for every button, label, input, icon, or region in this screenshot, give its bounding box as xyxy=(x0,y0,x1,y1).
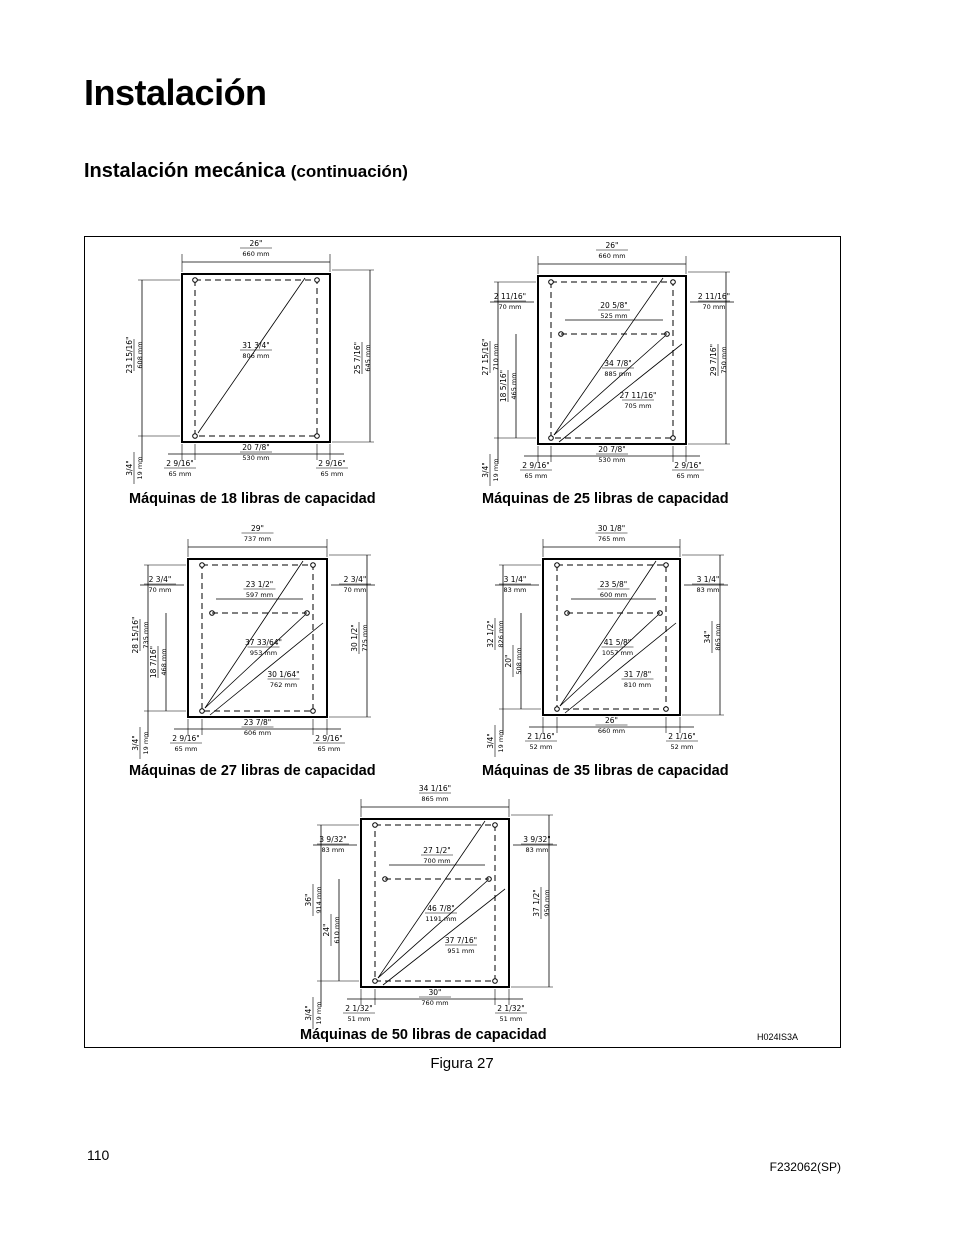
d27-hole-br xyxy=(311,709,316,714)
d25-bottom-left-mm: 65 mm xyxy=(524,472,548,480)
d50-bottom-left-in: 2 1/32" xyxy=(345,1004,373,1013)
d27-bottom-left-mm: 65 mm xyxy=(174,745,198,753)
d25-bottom-center-in: 20 7/8" xyxy=(598,445,626,454)
d25-top-right-mm: 70 mm xyxy=(702,303,726,311)
page-number: 110 xyxy=(87,1147,110,1163)
d25-bottom-center-mm: 530 mm xyxy=(598,456,626,464)
d50-hole-br xyxy=(493,979,498,984)
figure-caption: Figura 27 xyxy=(430,1055,494,1072)
d50-diagonal-outer-label-mm: 1191 mm xyxy=(425,915,457,923)
d35-bottom-offset-mm: 19 mm xyxy=(497,729,505,753)
d25-width-in: 26" xyxy=(605,241,619,250)
d25-inner-height-mm: 465 mm xyxy=(510,372,518,400)
figure-code: H024IS3A xyxy=(757,1032,799,1042)
d25-diagonal-inner-label-in: 27 11/16" xyxy=(619,391,657,400)
section-title xyxy=(84,160,408,183)
d18-diagonal-label-in: 31 3/4" xyxy=(242,341,270,350)
d35-right-height-in: 34" xyxy=(703,630,712,644)
d35-bottom-center-in: 26" xyxy=(605,716,618,725)
d35-right-height-mm: 865 mm xyxy=(714,623,722,651)
d25-left-height-in: 27 15/16" xyxy=(481,338,490,376)
figure-27-frame xyxy=(84,236,841,1048)
d50-inner-width-mm: 700 mm xyxy=(423,857,451,865)
d27-bottom-center-mm: 606 mm xyxy=(243,729,272,737)
d35-inner-width-in: 23 5/8" xyxy=(599,580,628,589)
d27-right-height-in: 30 1/2" xyxy=(350,624,359,652)
d18-bottom-right-in: 2 9/16" xyxy=(318,459,346,468)
d25-hole-tr xyxy=(671,280,676,285)
d50-right-height-in: 37 1/2" xyxy=(532,889,541,917)
d50-left-height-mm: 914 mm xyxy=(315,886,323,914)
d35-diagonal-inner-label-mm: 810 mm xyxy=(623,681,652,689)
d18-bottom-offset-in: 3/4" xyxy=(125,460,134,476)
d35-inner-height-in: 20" xyxy=(504,654,513,668)
d18-width-mm: 660 mm xyxy=(242,250,270,258)
d18-bottom-center-mm: 530 mm xyxy=(242,454,270,462)
installation-dimension-diagrams xyxy=(85,237,842,1049)
d27-bottom-offset-mm: 19 mm xyxy=(142,731,150,755)
d50-right-height-mm: 950 mm xyxy=(543,889,551,917)
d27-left-height-in: 28 15/16" xyxy=(131,616,140,654)
d25-right-height-in: 29 7/16" xyxy=(709,343,718,377)
caption-50lb: Máquinas de 50 libras de capacidad xyxy=(300,1027,547,1043)
section-title-suffix: (continuación) xyxy=(290,162,408,181)
d50-inner-height-mm: 610 mm xyxy=(333,916,341,944)
d50-width-mm: 865 mm xyxy=(421,795,449,803)
d25-width-mm: 660 mm xyxy=(598,252,626,260)
d27-hole-tr xyxy=(311,563,316,568)
d50-diagonal-inner-label-mm: 951 mm xyxy=(447,947,475,955)
d35-inner-height-mm: 508 mm xyxy=(515,647,523,675)
d35-width-mm: 765 mm xyxy=(597,535,626,543)
d35-bottom-left-in: 2 1/16" xyxy=(527,732,555,741)
d18-right-height-mm: 645 mm xyxy=(364,344,372,372)
d50-diagonal-inner xyxy=(378,881,487,978)
d35-top-left-in: 3 1/4" xyxy=(503,575,527,584)
d35-inner-width-mm: 600 mm xyxy=(599,591,628,599)
d18-hole-tl xyxy=(193,278,198,283)
d25-right-height-mm: 750 mm xyxy=(720,346,728,374)
d25-inner-width-in: 20 5/8" xyxy=(600,301,628,310)
d35-diagonal-outer-label-mm: 1057 mm xyxy=(601,649,634,657)
d27-inner-height-in: 18 7/16" xyxy=(149,645,158,679)
d50-hole-tr xyxy=(493,823,498,828)
d25-top-left-in: 2 11/16" xyxy=(493,292,527,301)
d50-bottom-offset-in: 3/4" xyxy=(304,1005,313,1021)
d50-bottom-right-in: 2 1/32" xyxy=(497,1004,525,1013)
d50-top-right-mm: 83 mm xyxy=(525,846,549,854)
d18-width-in: 26" xyxy=(249,239,263,248)
d35-hole-br xyxy=(664,707,669,712)
d27-width-mm: 737 mm xyxy=(243,535,272,543)
d25-left-height-mm: 710 mm xyxy=(492,343,500,371)
d35-bottom-right-in: 2 1/16" xyxy=(668,732,696,741)
d18-hole-tr xyxy=(315,278,320,283)
d27-diagonal-inner xyxy=(205,615,305,708)
d50-inner-width-in: 27 1/2" xyxy=(423,846,451,855)
d27-top-left-in: 2 3/4" xyxy=(148,575,172,584)
d27-left-height-mm: 735 mm xyxy=(142,621,150,649)
d35-left-height-in: 32 1/2" xyxy=(486,620,495,648)
d35-left-height-mm: 826 mm xyxy=(497,620,505,648)
d50-bottom-offset-mm: 19 mm xyxy=(315,1001,323,1025)
d27-width-in: 29" xyxy=(251,524,264,533)
d25-hole-tl xyxy=(549,280,554,285)
d27-diagonal-inner-label-in: 30 1/64" xyxy=(267,670,300,679)
d50-inner-height-in: 24" xyxy=(322,923,331,937)
page-title: Instalación xyxy=(84,72,267,113)
d35-bottom-right-mm: 52 mm xyxy=(670,743,694,751)
d25-inner-width-mm: 525 mm xyxy=(600,312,628,320)
d35-hole-bl xyxy=(555,707,560,712)
d35-top-right-in: 3 1/4" xyxy=(696,575,720,584)
d27-top-left-mm: 70 mm xyxy=(148,586,172,594)
d25-bottom-offset-in: 3/4" xyxy=(481,462,490,478)
d25-diagonal-inner-label-mm: 705 mm xyxy=(624,402,652,410)
d27-top-right-mm: 70 mm xyxy=(343,586,367,594)
d50-hole-tl xyxy=(373,823,378,828)
d50-top-left-in: 3 9/32" xyxy=(319,835,347,844)
d18-hole-bl xyxy=(193,434,198,439)
d35-width-in: 30 1/8" xyxy=(597,524,626,533)
d18-bottom-left-in: 2 9/16" xyxy=(166,459,194,468)
caption-25lb: Máquinas de 25 libras de capacidad xyxy=(482,491,729,507)
d50-width-in: 34 1/16" xyxy=(418,784,452,793)
d27-top-right-in: 2 3/4" xyxy=(343,575,367,584)
d27-diagonal-inner-label-mm: 762 mm xyxy=(269,681,298,689)
d25-diagonal-inner xyxy=(554,336,665,435)
d18-diagonal-label-mm: 806 mm xyxy=(242,352,270,360)
d27-hole-bl xyxy=(200,709,205,714)
d35-bottom-center-mm: 660 mm xyxy=(597,727,626,735)
d18-left-height-mm: 608 mm xyxy=(136,341,144,369)
d18-bottom-center-in: 20 7/8" xyxy=(242,443,270,452)
document-code: F232062(SP) xyxy=(769,1160,841,1174)
d35-hole-tr xyxy=(664,563,669,568)
d27-bottom-center-in: 23 7/8" xyxy=(243,718,272,727)
d27-inner-width-in: 23 1/2" xyxy=(245,580,274,589)
d25-hole-bl xyxy=(549,436,554,441)
d35-bottom-offset-in: 3/4" xyxy=(486,733,495,749)
caption-18lb: Máquinas de 18 libras de capacidad xyxy=(129,491,376,507)
d18-bottom-left-mm: 65 mm xyxy=(168,470,192,478)
d25-bottom-right-mm: 65 mm xyxy=(676,472,700,480)
d27-bottom-right-mm: 65 mm xyxy=(317,745,341,753)
d25-bottom-left-in: 2 9/16" xyxy=(522,461,550,470)
d50-top-right-in: 3 9/32" xyxy=(523,835,551,844)
d27-bottom-left-in: 2 9/16" xyxy=(172,734,200,743)
d27-inner-width-mm: 597 mm xyxy=(245,591,274,599)
d25-bottom-right-in: 2 9/16" xyxy=(674,461,702,470)
d27-right-height-mm: 775 mm xyxy=(361,624,369,652)
d25-hole-br xyxy=(671,436,676,441)
d35-diagonal-outer-label-in: 41 5/8" xyxy=(603,638,632,647)
d25-inner-height-in: 18 5/16" xyxy=(499,369,508,403)
d27-diagonal-outer-label-mm: 953 mm xyxy=(249,649,278,657)
d35-top-left-mm: 83 mm xyxy=(503,586,527,594)
d27-diagonal-tick xyxy=(210,623,323,715)
d50-top-left-mm: 83 mm xyxy=(321,846,345,854)
d25-top-left-mm: 70 mm xyxy=(498,303,522,311)
d35-diagonal-inner-label-in: 31 7/8" xyxy=(623,670,652,679)
d50-bottom-right-mm: 51 mm xyxy=(499,1015,523,1023)
section-title-main: Instalación mecánica xyxy=(84,160,286,182)
d50-bottom-center-mm: 760 mm xyxy=(421,999,449,1007)
d50-bottom-center-in: 30" xyxy=(428,988,442,997)
d27-bottom-offset-in: 3/4" xyxy=(131,735,140,751)
d50-diagonal-outer-label-in: 46 7/8" xyxy=(427,904,455,913)
d35-bottom-left-mm: 52 mm xyxy=(529,743,553,751)
d27-diagonal-outer-label-in: 37 33/64" xyxy=(245,638,282,647)
caption-27lb: Máquinas de 27 libras de capacidad xyxy=(129,763,376,779)
d35-diagonal-inner xyxy=(560,615,658,706)
d18-bottom-offset-mm: 19 mm xyxy=(136,456,144,480)
d18-hole-br xyxy=(315,434,320,439)
d25-bottom-offset-mm: 19 mm xyxy=(492,458,500,482)
d50-hole-bl xyxy=(373,979,378,984)
caption-35lb: Máquinas de 35 libras de capacidad xyxy=(482,763,729,779)
d35-hole-tl xyxy=(555,563,560,568)
d35-diagonal-tick xyxy=(565,623,676,713)
d50-bottom-left-mm: 51 mm xyxy=(347,1015,371,1023)
d18-left-height-in: 23 15/16" xyxy=(125,336,134,374)
d18-right-height-in: 25 7/16" xyxy=(353,341,362,375)
d27-inner-height-mm: 468 mm xyxy=(160,648,168,676)
d25-diagonal-outer-label-mm: 885 mm xyxy=(604,370,632,378)
d50-left-height-in: 36" xyxy=(304,893,313,907)
d18-bottom-right-mm: 65 mm xyxy=(320,470,344,478)
d27-hole-tl xyxy=(200,563,205,568)
d25-diagonal-outer-label-in: 34 7/8" xyxy=(604,359,632,368)
d25-top-right-in: 2 11/16" xyxy=(697,292,731,301)
d35-top-right-mm: 83 mm xyxy=(696,586,720,594)
d50-diagonal-inner-label-in: 37 7/16" xyxy=(444,936,478,945)
d27-bottom-right-in: 2 9/16" xyxy=(315,734,343,743)
